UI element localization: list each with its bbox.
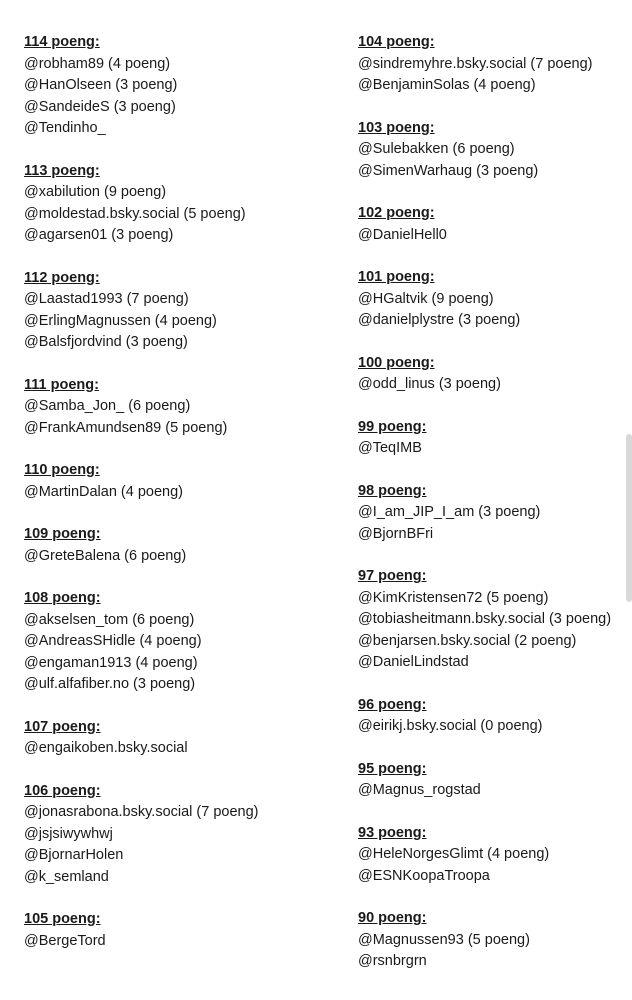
participant-entry: @Magnussen93 (5 poeng) bbox=[358, 931, 530, 948]
score-group bbox=[24, 268, 324, 354]
participant-entry: @jonasrabona.bsky.social (7 poeng) bbox=[24, 804, 259, 820]
score-group bbox=[358, 118, 628, 183]
score-heading: 110 poeng: bbox=[24, 462, 100, 478]
right-column bbox=[358, 32, 628, 994]
score-heading: 111 poeng: bbox=[24, 376, 99, 393]
score-group bbox=[358, 481, 628, 546]
participant-entry: @BjornBFri bbox=[358, 525, 434, 542]
participant-entry: @TeqIMB bbox=[358, 440, 422, 456]
participant-entry: @ulf.alfafiber.no (3 poeng) bbox=[24, 676, 196, 692]
participant-entry: @robham89 (4 poeng) bbox=[24, 55, 171, 72]
score-heading: 113 poeng: bbox=[24, 162, 100, 179]
score-group bbox=[358, 695, 628, 738]
participant-entry: @xabilution (9 poeng) bbox=[24, 184, 167, 200]
participant-entry: @eirikj.bsky.social (0 poeng) bbox=[358, 718, 543, 734]
score-group bbox=[358, 267, 628, 332]
score-heading: 104 poeng: bbox=[358, 34, 435, 50]
participant-entry: @Balsfjordvind (3 poeng) bbox=[24, 334, 188, 350]
participant-entry: @HeleNorgesGlimt (4 poeng) bbox=[358, 846, 550, 862]
participant-entry: @k_semland bbox=[24, 868, 109, 885]
participant-entry: @BjornarHolen bbox=[24, 847, 124, 863]
scrollbar[interactable] bbox=[626, 434, 632, 602]
participant-entry: @ESNKoopaTroopa bbox=[358, 867, 490, 884]
participant-entry: @agarsen01 (3 poeng) bbox=[24, 227, 174, 243]
score-group bbox=[24, 909, 324, 952]
score-heading: 103 poeng: bbox=[358, 119, 435, 136]
score-heading: 96 poeng: bbox=[358, 696, 427, 713]
score-heading: 102 poeng: bbox=[358, 205, 435, 221]
score-group bbox=[358, 353, 628, 396]
left-column bbox=[24, 32, 324, 973]
score-heading: 95 poeng: bbox=[358, 760, 427, 777]
participant-entry: @MartinDalan (4 poeng) bbox=[24, 483, 183, 500]
participant-entry: @benjarsen.bsky.social (2 poeng) bbox=[358, 632, 577, 649]
participant-entry: @Magnus_rogstad bbox=[358, 782, 481, 798]
score-heading: 97 poeng: bbox=[358, 568, 427, 584]
participant-entry: @rsnbrgrn bbox=[358, 953, 427, 969]
participant-entry: @FrankAmundsen89 (5 poeng) bbox=[24, 419, 228, 436]
score-heading: 109 poeng: bbox=[24, 526, 101, 542]
participant-entry: @tobiasheitmann.bsky.social (3 poeng) bbox=[358, 611, 612, 627]
score-group bbox=[358, 203, 628, 246]
score-heading: 114 poeng: bbox=[24, 34, 100, 50]
score-heading: 93 poeng: bbox=[358, 824, 427, 841]
score-heading: 90 poeng: bbox=[358, 910, 427, 926]
participant-entry: @danielplystre (3 poeng) bbox=[358, 312, 521, 328]
participant-entry: @moldestad.bsky.social (5 poeng) bbox=[24, 205, 246, 222]
score-group bbox=[24, 717, 324, 760]
score-group bbox=[358, 566, 628, 674]
score-heading: 101 poeng: bbox=[358, 269, 435, 285]
score-group bbox=[358, 32, 628, 97]
participant-entry: @DanielHell0 bbox=[358, 226, 447, 243]
participant-entry: @GreteBalena (6 poeng) bbox=[24, 547, 187, 564]
score-heading: 98 poeng: bbox=[358, 482, 427, 499]
participant-entry: @Samba_Jon_ (6 poeng) bbox=[24, 398, 191, 414]
score-group bbox=[358, 823, 628, 888]
participant-entry: @KimKristensen72 (5 poeng) bbox=[358, 589, 549, 606]
participant-entry: @DanielLindstad bbox=[358, 654, 469, 670]
participant-entry: @SimenWarhaug (3 poeng) bbox=[358, 162, 539, 179]
participant-entry: @engaman1913 (4 poeng) bbox=[24, 654, 198, 671]
participant-entry: @BenjaminSolas (4 poeng) bbox=[358, 77, 536, 93]
participant-entry: @I_am_JIP_I_am (3 poeng) bbox=[358, 504, 541, 520]
score-heading: 106 poeng: bbox=[24, 782, 101, 799]
participant-entry: @jsjsiwywhwj bbox=[24, 825, 113, 842]
score-group bbox=[24, 588, 324, 696]
participant-entry: @Tendinho_ bbox=[24, 120, 106, 136]
participant-entry: @odd_linus (3 poeng) bbox=[358, 376, 501, 392]
score-group bbox=[24, 161, 324, 247]
score-group bbox=[24, 375, 324, 440]
score-group bbox=[24, 524, 324, 567]
participant-entry: @sindremyhre.bsky.social (7 poeng) bbox=[358, 55, 593, 72]
score-group bbox=[358, 908, 628, 973]
participant-entry: @engaikoben.bsky.social bbox=[24, 740, 188, 756]
score-heading: 112 poeng: bbox=[24, 269, 100, 286]
participant-entry: @Laastad1993 (7 poeng) bbox=[24, 291, 189, 307]
score-group bbox=[24, 781, 324, 889]
score-heading: 100 poeng: bbox=[358, 354, 435, 371]
participant-entry: @BergeTord bbox=[24, 932, 106, 949]
score-group bbox=[358, 417, 628, 460]
participant-entry: @HGaltvik (9 poeng) bbox=[358, 290, 494, 307]
score-heading: 108 poeng: bbox=[24, 590, 101, 606]
participant-entry: @HanOlseen (3 poeng) bbox=[24, 77, 178, 93]
participant-entry: @ErlingMagnussen (4 poeng) bbox=[24, 312, 217, 329]
score-group bbox=[24, 32, 324, 140]
participant-entry: @akselsen_tom (6 poeng) bbox=[24, 611, 195, 628]
participant-entry: @SandeideS (3 poeng) bbox=[24, 98, 176, 115]
score-heading: 105 poeng: bbox=[24, 911, 101, 927]
score-heading: 99 poeng: bbox=[358, 418, 427, 435]
score-group bbox=[358, 759, 628, 802]
score-heading: 107 poeng: bbox=[24, 718, 101, 735]
score-group bbox=[24, 460, 324, 503]
participant-entry: @AndreasSHidle (4 poeng) bbox=[24, 633, 202, 649]
participant-entry: @Sulebakken (6 poeng) bbox=[358, 141, 515, 157]
